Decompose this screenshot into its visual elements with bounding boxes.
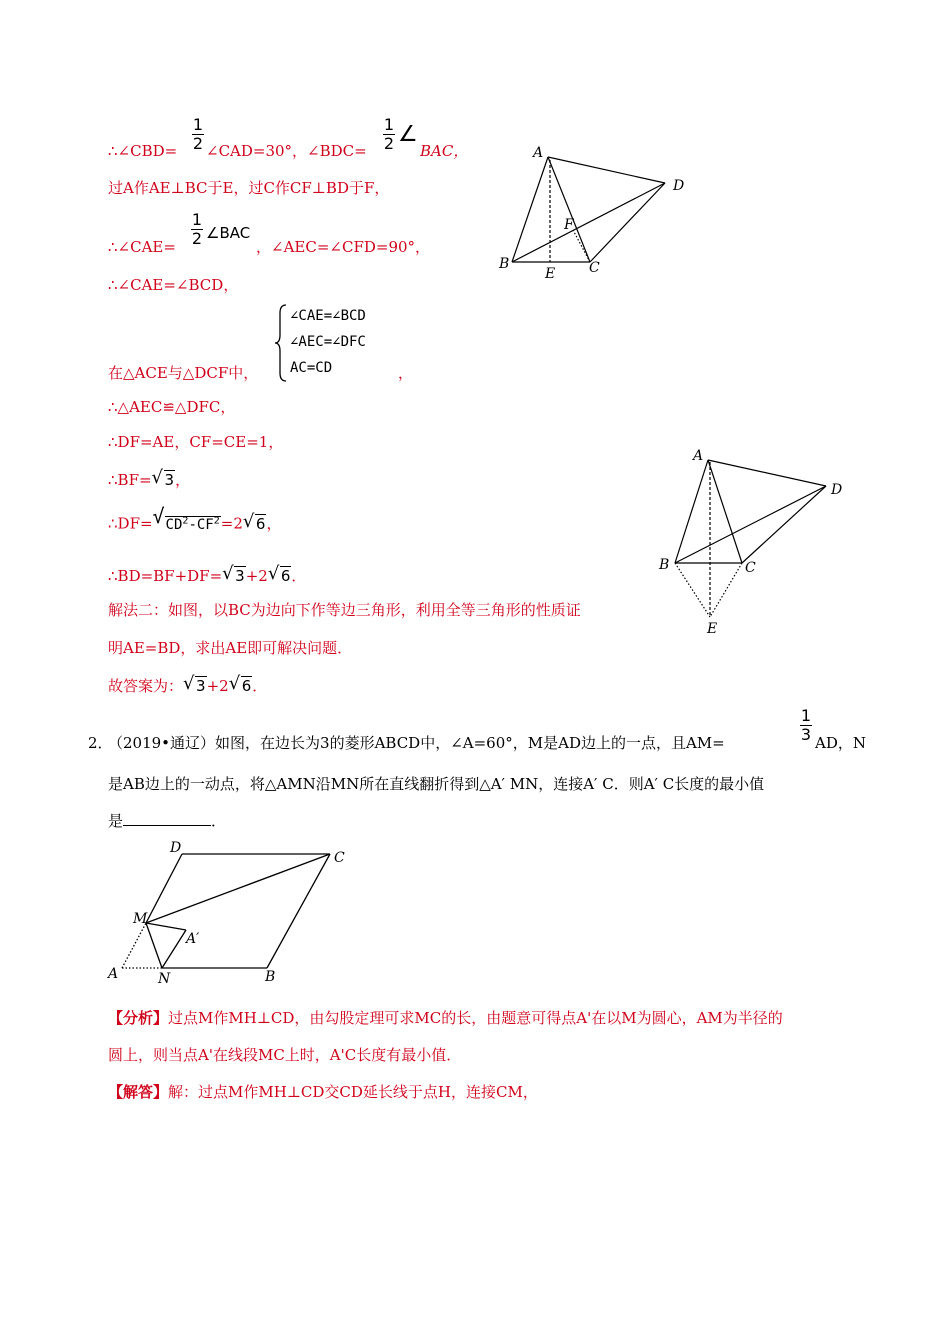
sol1-line10: ∴BD=BF+DF= √ 3+2 √ 6． — [108, 563, 307, 585]
problem2-line3: 是 ． — [108, 812, 227, 830]
eq-row-3: AC=CD — [290, 360, 333, 376]
fig3-label-c: C — [334, 850, 345, 866]
fig2-edge-ac — [708, 460, 742, 563]
fig3-label-a1: A′ — [186, 931, 200, 947]
fig1-edge-ac — [548, 157, 590, 262]
fig1-label-a: A — [533, 145, 544, 161]
sol1-line6: ∴△AEC≌△DFC， — [108, 398, 236, 416]
brace-icon — [274, 303, 290, 383]
fig2-edge-cd — [742, 486, 826, 563]
sol1-line1: ∴∠CBD= — [108, 142, 178, 160]
equation-system — [274, 303, 290, 387]
fig3-label-b: B — [265, 969, 276, 985]
fig1-label-f: F — [564, 217, 574, 233]
angle-symbol: ∠ — [398, 122, 418, 147]
fig2-label-a: A — [693, 448, 704, 464]
fig2-label-c: C — [745, 560, 756, 576]
sol1-line7: ∴DF=AE，CF=CE=1， — [108, 433, 284, 451]
fig1-label-d: D — [673, 178, 685, 194]
fig2-label-b: B — [659, 557, 670, 573]
sol1-line3: ∴∠CAE= — [108, 238, 176, 256]
sol1-line9: ∴DF= √ $CD^2-CF^2=2$ √ 6， — [108, 504, 282, 533]
sqrt-6b: √ 6 — [267, 563, 291, 585]
sol1-line1b: ∠CAD=30°，∠BDC= — [206, 142, 367, 160]
analysis-line2: 圆上，则当点A'在线段MC上时，A'C长度有最小值． — [108, 1046, 462, 1064]
fig3-label-a: A — [108, 966, 119, 982]
fig3-label-m: M — [133, 911, 148, 927]
sol1-line5: 在△ACE与△DCF中， — [108, 364, 259, 382]
fig2-label-d: D — [831, 482, 843, 498]
eq-row-2: ∠AEC=∠DFC — [290, 334, 366, 350]
fig2-be-dotted — [675, 563, 710, 617]
analysis-tag: 【分析】 — [108, 1009, 169, 1027]
sqrt-6: √ 6 — [242, 510, 266, 533]
fig2-ce-dotted — [710, 563, 742, 617]
fig1-edge-cd — [590, 183, 665, 262]
equation-rows — [290, 303, 366, 381]
figure-2-equilateral — [655, 440, 855, 640]
problem2-number: 2． — [88, 734, 113, 752]
fig3-label-d: D — [170, 840, 182, 856]
sol1-line4: ∴∠CAE=∠BCD， — [108, 276, 239, 294]
sol1-line2: 过A作AE⊥BC于E，过C作CF⊥BD于F， — [108, 179, 390, 197]
fig1-label-c: C — [589, 260, 600, 276]
fig2-label-e: E — [707, 621, 718, 637]
eq-row-1: ∠CAE=∠BCD — [290, 308, 366, 324]
fraction-half-3: 1 2 — [191, 210, 203, 248]
problem2-line2: 是AB边上的一动点，将△AMN沿MN所在直线翻折得到△A′ MN，连接A′ C．则A′ C长度的最小值 — [108, 775, 765, 793]
fig3-label-n: N — [158, 971, 171, 985]
method2-line1: 解法二：如图，以BC为边向下作等边三角形，利用全等三角形的性质证 — [108, 601, 581, 619]
sqrt-3: √ 3 — [151, 467, 175, 489]
fig2-edge-bd — [675, 486, 826, 563]
fig3-edge-ma1 — [146, 923, 186, 930]
sqrt-6c: √ 6 — [228, 673, 252, 695]
fig2-edge-ab — [675, 460, 708, 563]
fig3-edge-a1n — [162, 930, 186, 968]
problem2-line1b: AD，N — [815, 734, 866, 752]
fraction-half-1: 1 2 — [192, 115, 204, 153]
figure-1-quadrilateral — [495, 140, 695, 280]
fig3-edge-dm — [146, 854, 182, 923]
answer-line: 故答案为： √ 3+2 √ 6． — [108, 673, 268, 695]
fig2-edge-ad — [708, 460, 826, 486]
figure-3-rhombus — [100, 835, 360, 985]
fig1-label-b: B — [499, 256, 510, 272]
sol1-line8: ∴BF= √ 3， — [108, 467, 191, 489]
sqrt-3b: √ 3 — [222, 563, 245, 585]
fraction-third: 1 3 — [800, 706, 812, 744]
sol1-line5b: ， — [398, 364, 414, 382]
answer-blank[interactable] — [123, 811, 211, 826]
fig3-edge-mc — [146, 854, 330, 923]
sol1-line3-bac: ∠BAC — [206, 224, 251, 242]
problem2-line1: （2019•通辽）如图，在边长为3的菱形ABCD中，∠A=60°，M是AD边上的一点，且AM= — [108, 734, 725, 752]
analysis-line1: 【分析】过点M作MH⊥CD，由勾股定理可求MC的长，由题意可得点A'在以M为圆心，AM为半径的 — [108, 1009, 783, 1027]
sol1-line1c: BAC， — [420, 142, 469, 160]
sqrt-cd-cf: √ $CD^2-CF^2$ — [152, 504, 220, 533]
fig3-am-dotted — [122, 923, 146, 968]
method2-line2: 明AE=BD，求出AE即可解决问题． — [108, 639, 353, 657]
fraction-half-2: 1 2 — [383, 115, 395, 153]
solution-line1: 【解答】解：过点M作MH⊥CD交CD延长线于点H，连接CM， — [108, 1083, 538, 1101]
fig3-edge-mn — [146, 923, 162, 968]
solution-tag: 【解答】 — [108, 1083, 169, 1101]
sol1-line3c: ，∠AEC=∠CFD=90°， — [256, 238, 431, 256]
fig3-edge-cb — [267, 854, 330, 968]
sqrt-3c: √ 3 — [183, 673, 206, 695]
fig1-label-e: E — [545, 266, 556, 280]
fig1-edge-ad — [548, 157, 665, 183]
